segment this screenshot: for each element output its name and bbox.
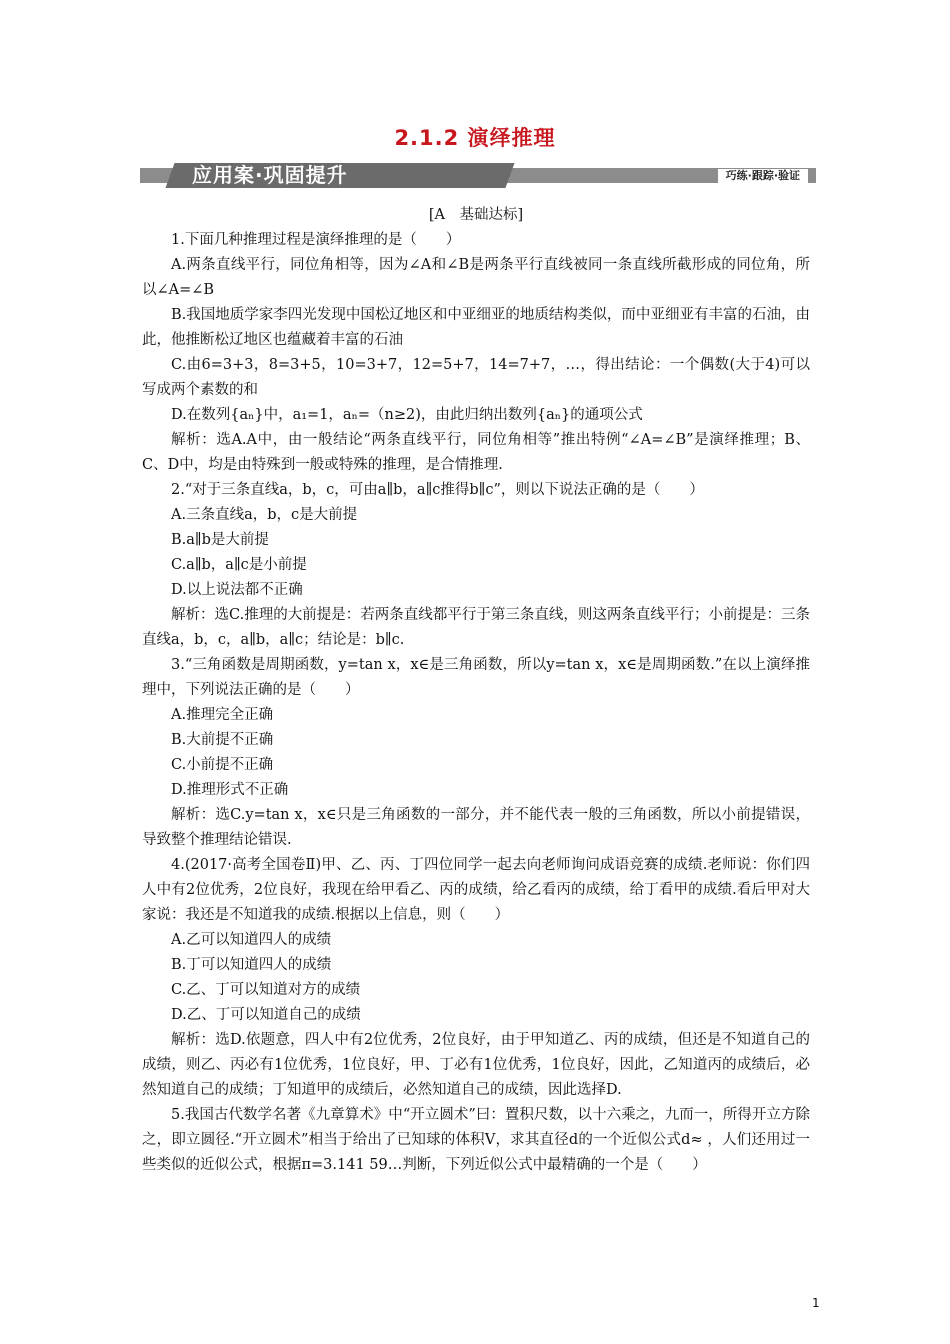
- section-banner: [140, 163, 816, 188]
- page-title: 2.1.2 演绎推理: [394, 126, 556, 150]
- question-5: 5.我国古代数学名著《九章算术》中“开立圆术”曰：置积尺数，以十六乘之，九而一，所得开立方除之，即立圆径.“开立圆术”相当于给出了已知球的体积V，求其直径d的一个近似公式d≈ ，人们还用过一些类似的近似公式，根据π=3.141 59…判断，下列近似公式中最精确的一个是（ ）: [142, 1107, 810, 1173]
- banner-title: 应用案·巩固提升: [192, 163, 348, 187]
- q2-solution: 解析：选C.推理的大前提是：若两条直线都平行于第三条直线，则这两条直线平行；小前提是：三条直线a，b，c，a∥b，a∥c；结论是：b∥c.: [142, 607, 810, 648]
- q4-option-c: C.乙、丁可以知道对方的成绩: [171, 982, 361, 998]
- q4-solution: 解析：选D.依题意，四人中有2位优秀，2位良好，由于甲知道乙、丙的成绩，但还是不知道自己的成绩，则乙、丙必有1位优秀，1位良好，甲、丁必有1位优秀，1位良好，因此，乙知道丙的成绩后，必然知道自己的成绩；丁知道甲的成绩后，必然知道自己的成绩，因此选择D.: [142, 1032, 810, 1098]
- q1-solution: 解析：选A.A中，由一般结论“两条直线平行，同位角相等”推出特例“∠A=∠B”是演绎推理；B、C、D中，均是由特殊到一般或特殊的推理，是合情推理.: [142, 432, 810, 473]
- q2-option-c: C.a∥b，a∥c是小前提: [171, 557, 307, 573]
- q3-option-a: A.推理完全正确: [171, 707, 274, 723]
- document-body: [142, 203, 810, 1178]
- section-heading: [A 基础达标]: [428, 207, 524, 223]
- question-4: 4.(2017·高考全国卷Ⅱ)甲、乙、丙、丁四位同学一起去向老师询问成语竞赛的成绩.老师说：你们四人中有2位优秀，2位良好，我现在给甲看乙、丙的成绩，给乙看丙的成绩，给丁看甲的成绩.看后甲对大家说：我还是不知道我的成绩.根据以上信息，则（ ）: [142, 857, 810, 923]
- question-1: 1.下面几种推理过程是演绎推理的是（ ）: [171, 232, 461, 248]
- question-2: 2.“对于三条直线a，b，c，可由a∥b，a∥c推得b∥c”，则以下说法正确的是（ ）: [171, 482, 704, 498]
- banner-subtitle: 巧练·跟踪·验证: [718, 169, 808, 183]
- q4-option-a: A.乙可以知道四人的成绩: [171, 932, 332, 948]
- question-3: 3.“三角函数是周期函数，y=tan x，x∈是三角函数，所以y=tan x，x∈是周期函数.”在以上演绎推理中，下列说法正确的是（ ）: [142, 657, 810, 698]
- q3-option-d: D.推理形式不正确: [171, 782, 289, 798]
- q1-option-c: C.由6=3+3，8=3+5，10=3+7，12=5+7，14=7+7，…，得出结论：一个偶数(大于4)可以写成两个素数的和: [142, 357, 810, 398]
- page-number: 1: [812, 1296, 820, 1310]
- q1-option-b: B.我国地质学家李四光发现中国松辽地区和中亚细亚的地质结构类似，而中亚细亚有丰富的石油，由此，他推断松辽地区也蕴藏着丰富的石油: [142, 307, 810, 348]
- q4-option-d: D.乙、丁可以知道自己的成绩: [171, 1007, 361, 1023]
- q3-option-b: B.大前提不正确: [171, 732, 274, 748]
- q3-option-c: C.小前提不正确: [171, 757, 274, 773]
- q1-option-a: A.两条直线平行，同位角相等，因为∠A和∠B是两条平行直线被同一条直线所截形成的同位角，所以∠A=∠B: [142, 257, 810, 298]
- q2-option-a: A.三条直线a，b，c是大前提: [171, 507, 358, 523]
- q4-option-b: B.丁可以知道四人的成绩: [171, 957, 332, 973]
- q3-solution: 解析：选C.y=tan x，x∈只是三角函数的一部分，并不能代表一般的三角函数，所以小前提错误，导致整个推理结论错误.: [142, 807, 810, 848]
- q2-option-d: D.以上说法都不正确: [171, 582, 303, 598]
- q1-option-d: D.在数列{aₙ}中，a₁=1，aₙ=（n≥2)，由此归纳出数列{aₙ}的通项公式: [171, 407, 643, 423]
- q2-option-b: B.a∥b是大前提: [171, 532, 269, 548]
